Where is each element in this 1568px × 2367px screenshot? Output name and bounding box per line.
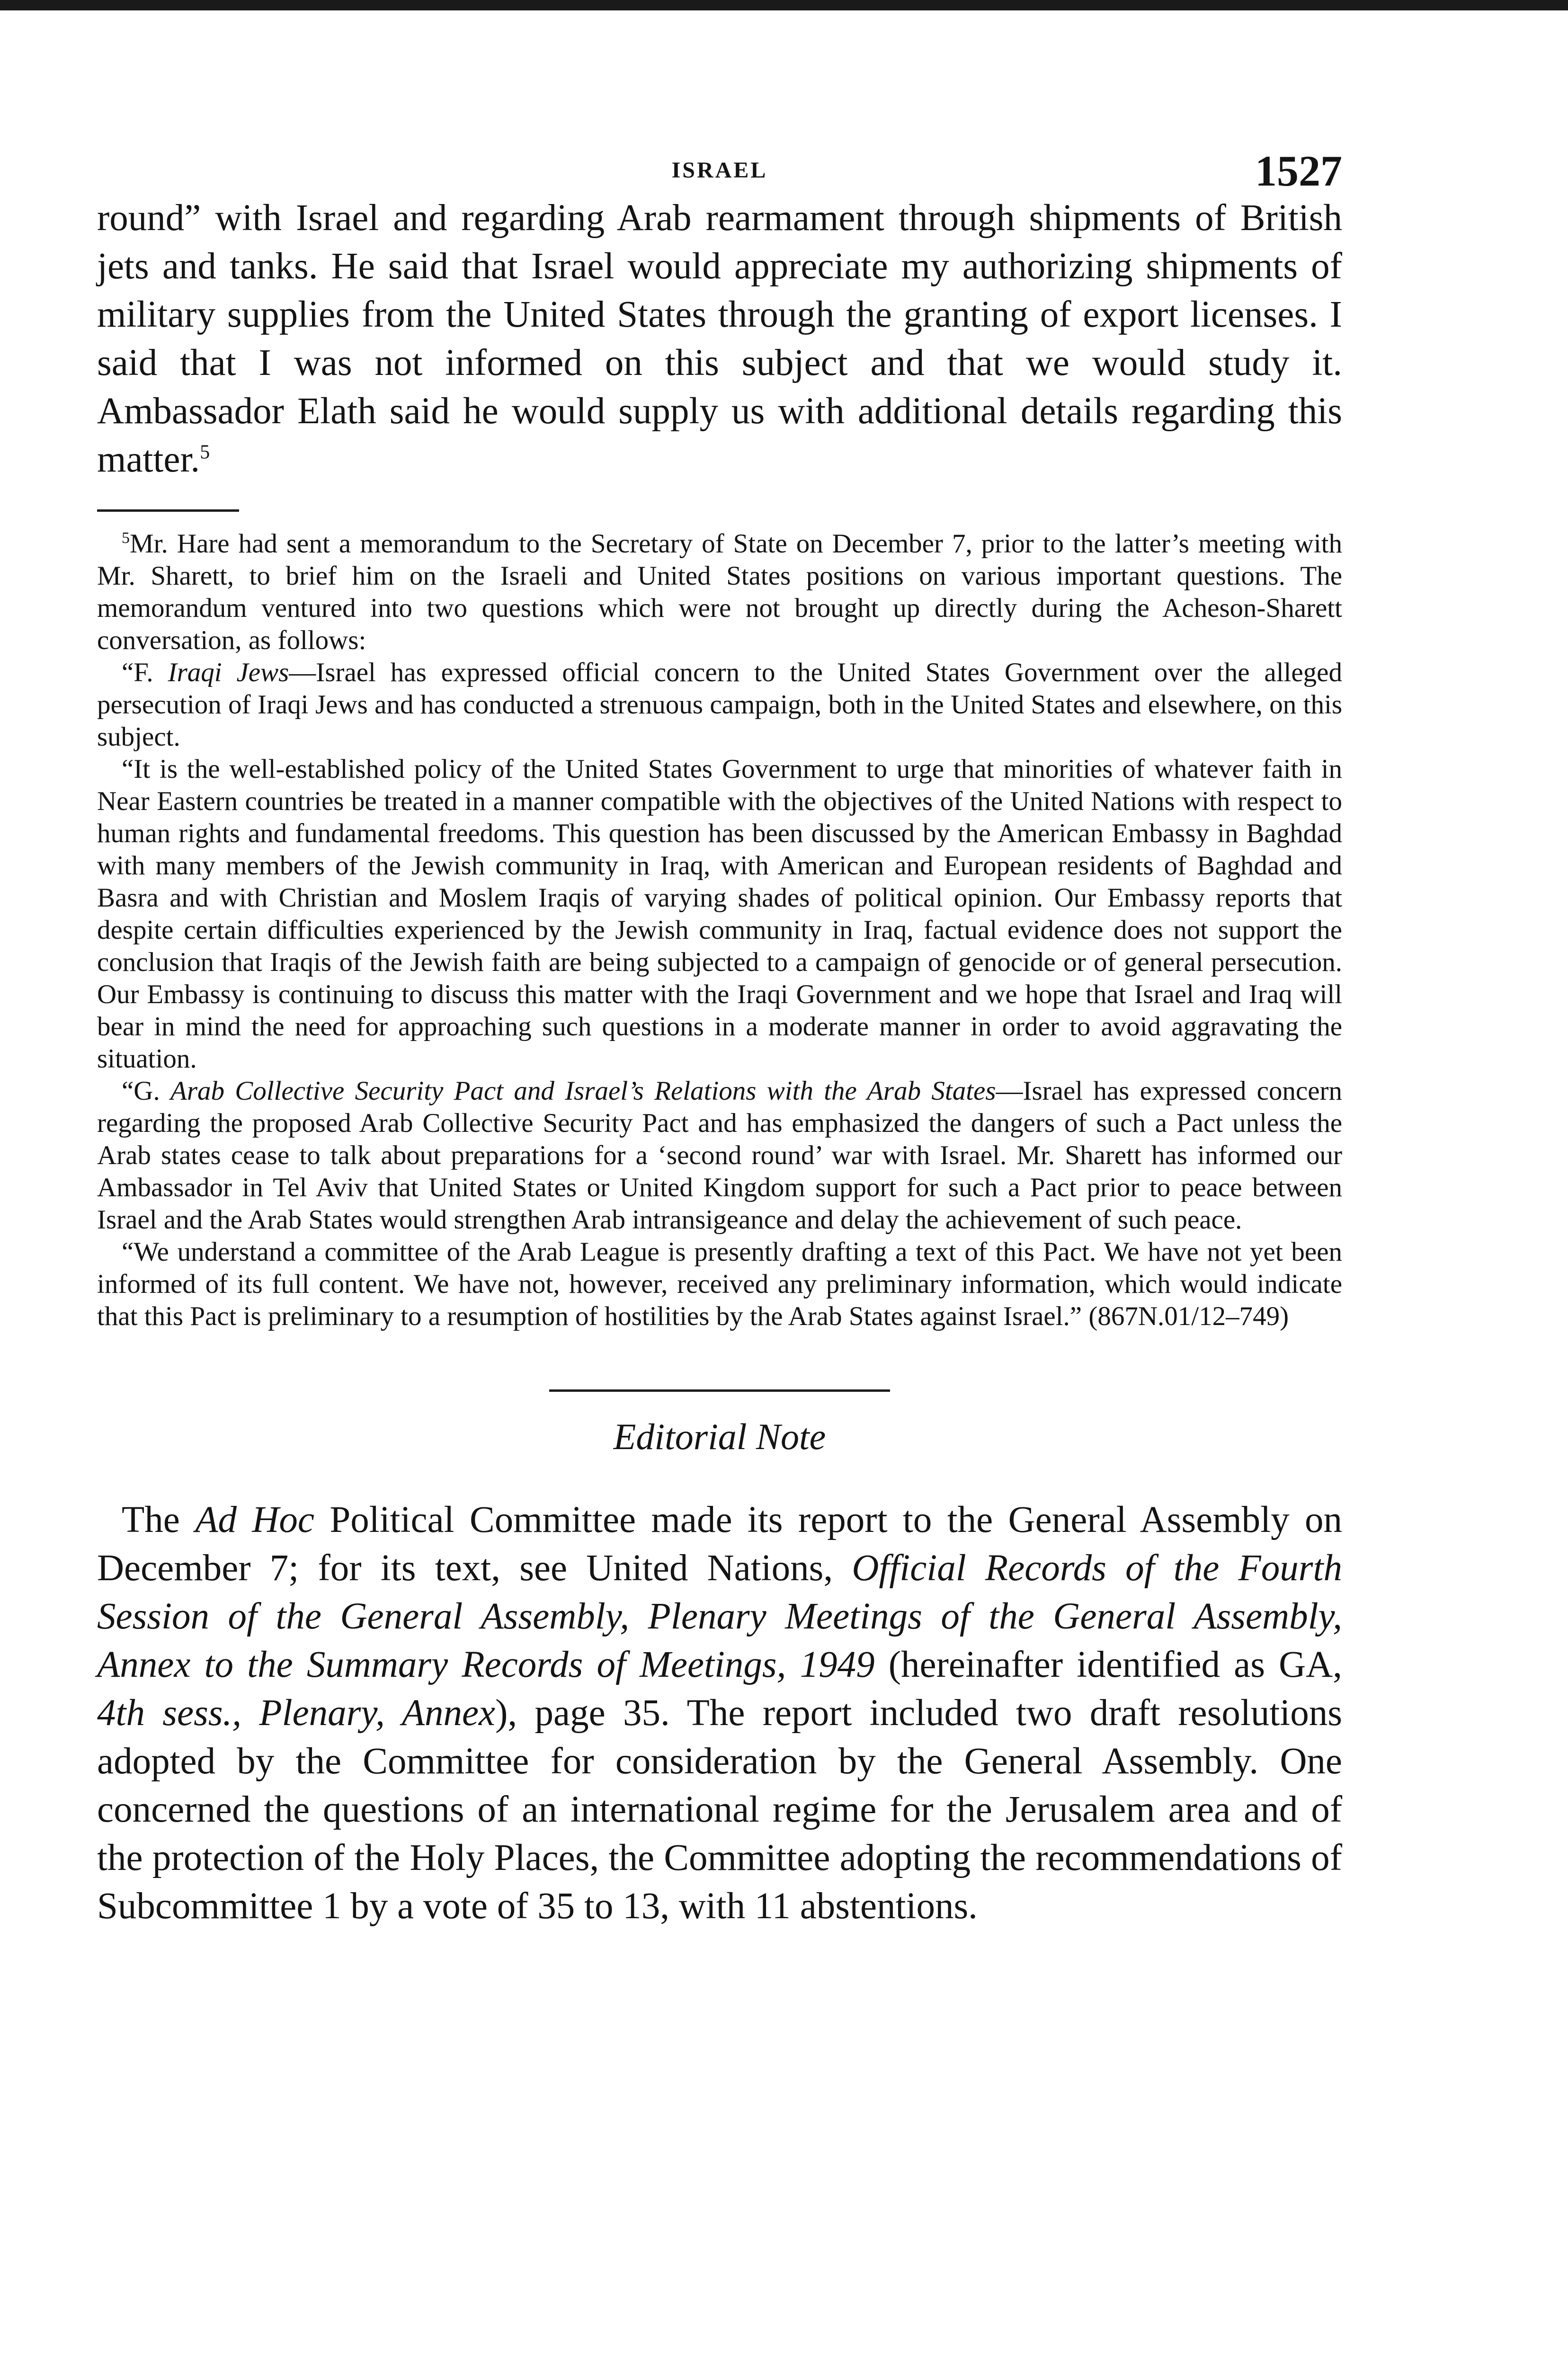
section-f-lead: “F.: [122, 658, 153, 687]
editorial-text-2: (hereinafter identified as GA,: [874, 1644, 1342, 1685]
running-header: [97, 137, 1342, 194]
editorial-paragraph: [97, 1496, 1342, 1931]
document-page: [97, 137, 1342, 1931]
section-f-text: —Israel has expressed official concern to the United States Government over the alleged persecution of Iraqi Jews and has conducted a strenuous campaign, both in the United States and elsewhere, on this subject.: [97, 658, 1342, 752]
ad-hoc-term: Ad Hoc: [195, 1499, 314, 1540]
official-records-citation: Official Records of the Fourth Session of the General Assembly, Plenary Meetings of the General Assembly, Annex to the Summary Records of Meetings, 1949: [97, 1548, 1342, 1685]
section-g-heading: Arab Collective Security Pact and Israel’s Relations with the Arab States: [170, 1076, 996, 1106]
section-g-text: —Israel has expressed concern regarding the proposed Arab Collective Security Pact and has emphasized the dangers of such a Pact unless the Arab states cease to talk about preparations for a ‘second round’ war with Israel. Mr. Sharett has informed our Ambassador in Tel Aviv that United States or United Kingdom support for such a Pact prior to peace between Israel and the Arab States would strengthen Arab intransigeance and delay the achievement of such peace.: [97, 1076, 1343, 1235]
editorial-note-title: Editorial Note: [613, 1416, 826, 1457]
section-g-lead: “G.: [122, 1076, 160, 1106]
page-number: 1527: [1255, 147, 1342, 195]
top-paragraph-text: round” with Israel and regarding Arab rearmament through shipments of British jets and tanks. He said that Israel would appreciate my authorizing shipments of military supplies from the United States through the granting of export licenses. I said that I was not informed on this subject and that we would study it. Ambassador Elath said he would supply us with additional details regarding this matter.: [97, 197, 1342, 480]
footnote-reference: 5: [200, 441, 210, 463]
editorial-text-3: ), page 35. The report included two draft resolutions adopted by the Committee for consideration by the General Assembly. One concerned the questions of an international regime for the Jerusalem area and of the protection of the Holy Places, the Committee adopting the recommendations of Subcommittee 1 by a vote of 35 to 13, with 11 abstentions.: [97, 1692, 1342, 1927]
section-f-continued: “It is the well-established policy of the United States Government to urge that minorities of whatever faith in Near Eastern countries be treated in a manner compatible with the objectives of the United Nations with respect to human rights and fundamental freedoms. This question has been discussed by the American Embassy in Baghdad with many members of the Jewish community in Iraq, with American and European residents of Baghdad and Basra and with Christian and Moslem Iraqis of varying shades of political opinion. Our Embassy reports that despite certain difficulties experienced by the Jewish community in Iraq, factual evidence does not support the conclusion that Iraqis of the Jewish faith are being subjected to a campaign of genocide or of general persecution. Our Embassy is continuing to discuss this matter with the Iraqi Government and we hope that Israel and Iraq will bear in mind the need for approaching such questions in a moderate manner in order to avoid aggravating the situation.: [97, 754, 1342, 1074]
footnote-marker: 5: [122, 529, 130, 547]
section-f-heading: Iraqi Jews: [168, 658, 289, 687]
section-divider: [549, 1389, 890, 1392]
footnote-5: [97, 528, 1342, 1333]
top-paragraph: [97, 194, 1342, 484]
running-title: ISRAEL: [671, 158, 768, 183]
editorial-text-start: The: [122, 1499, 180, 1540]
editorial-text-1: Political Committee made its report to the General Assembly on December 7; for its text, see United Nations,: [97, 1499, 1342, 1589]
footnote-intro: Mr. Hare had sent a memorandum to the Secretary of State on December 7, prior to the latter’s meeting with Mr. Sharett, to brief him on the Israeli and United States positions on various important questions. The memorandum ventured into two questions which were not brought up directly during the Acheson-Sharett conversation, as follows:: [97, 529, 1342, 655]
page-top-edge: [0, 0, 1568, 10]
short-citation: 4th sess., Plenary, Annex: [97, 1692, 496, 1734]
footnote-separator: [97, 509, 239, 512]
section-g-continued: “We understand a committee of the Arab League is presently drafting a text of this Pact. We have not yet been informed of its full content. We have not, however, received any preliminary information, which would indicate that this Pact is preliminary to a resumption of hostilities by the Arab States against Israel.” (867N.01/12–749): [97, 1237, 1342, 1331]
